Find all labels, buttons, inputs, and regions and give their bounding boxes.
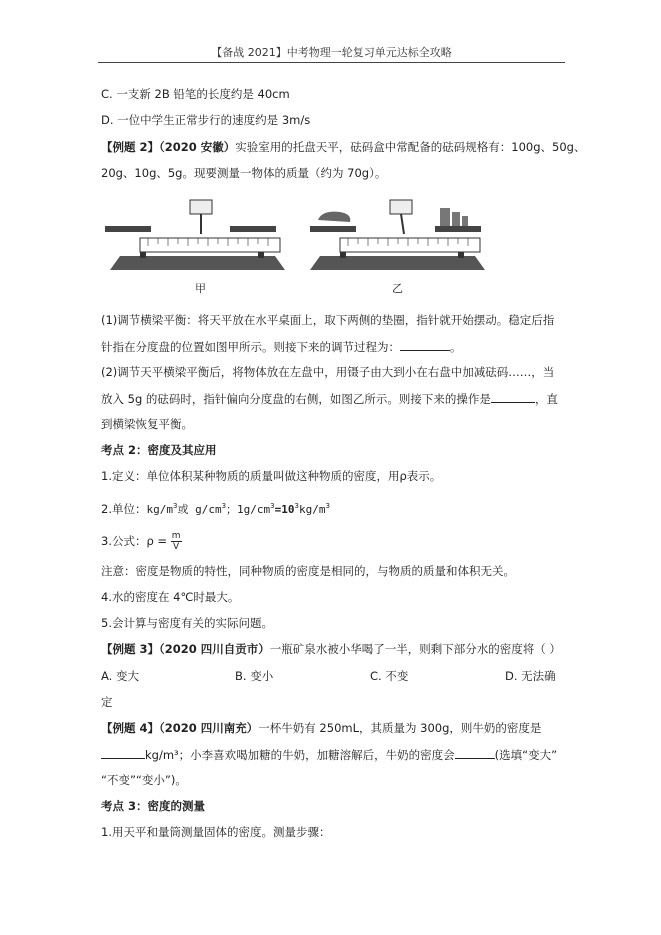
note: 注意：密度是物质的特性，同种物质的密度是相同的，与物质的质量和体积无关。 <box>101 564 515 578</box>
example-2-line-2: 20g、10g、5g。现要测量一物体的质量（约为 70g）。 <box>101 166 387 180</box>
balance-a <box>105 200 285 270</box>
question-1-line-2 <box>101 338 462 355</box>
example-3-line <box>101 641 561 657</box>
formula-line <box>101 530 182 552</box>
section-heading-2: 考点 2：密度及其应用 <box>101 443 217 457</box>
sup-2: 3 <box>221 502 227 510</box>
sup-1: 3 <box>172 502 178 510</box>
definition: 1.定义：单位体积某种物质的质量叫做这种物质的密度，用ρ表示。 <box>101 469 442 483</box>
figure-label-a: 甲 <box>195 282 206 295</box>
choice-d-continued: 定 <box>101 695 113 709</box>
question-1-text: 针指在分度盘的位置如图甲所示。则接下来的调节过程为： <box>101 340 400 354</box>
unit-eq2: =10 <box>274 502 295 516</box>
answer-blank-1[interactable] <box>400 338 450 351</box>
page-header: 【备战 2021】中考物理一轮复习单元达标全攻略 <box>98 44 565 63</box>
example-2-line-1 <box>101 139 585 155</box>
option-c: C. 一支新 2B 铅笔的长度约是 40cm <box>101 87 290 101</box>
unit-line <box>101 498 330 518</box>
example-2-source: （2020 安徽） <box>159 140 236 154</box>
unit-eq: ；1g/cm <box>226 502 271 516</box>
unit-kg: kg/m <box>146 502 173 516</box>
example-3-tag: 【例题 3】 <box>101 642 160 656</box>
formula-den: V <box>173 542 180 552</box>
example-2-tag: 【例题 2】 <box>101 140 160 154</box>
example-2-text: 实验室用的托盘天平，砝码盒中常配备的砝码规格有：100g、50g、 <box>235 140 586 154</box>
choice-a[interactable]: A. 变大 <box>101 669 139 683</box>
unit-label: 2.单位： <box>101 501 147 516</box>
example-4-line-3: “不变”“变小”)。 <box>101 773 187 787</box>
answer-blank-2[interactable] <box>491 390 535 403</box>
sup-4: 3 <box>294 502 299 510</box>
measure-steps: 1.用天平和量筒测量固体的密度。测量步骤： <box>101 825 331 839</box>
question-2-end: ，直 <box>534 392 558 406</box>
balance-figure <box>100 190 490 300</box>
answer-blank-4[interactable] <box>455 746 495 759</box>
example-4-source: （2020 四川南充） <box>159 721 259 735</box>
question-2-text: 放入 5g 的砝码时，指针偏向分度盘的右侧，如图乙所示。则接下来的操作是 <box>101 392 491 406</box>
example-3-text: 一瓶矿泉水被小华喝了一半，则剩下部分水的密度将（ ） <box>269 642 561 656</box>
sup-5: 3 <box>325 502 330 510</box>
question-2-line-1: (2)调节天平横梁平衡后，将物体放在左盘中，用镊子由大到小在右盘中加减砝码……，当 <box>101 365 555 379</box>
water-density: 4.水的密度在 4℃时最大。 <box>101 590 240 604</box>
example-4-end: (选填“变大” <box>494 748 558 762</box>
example-4-line-1 <box>101 720 541 736</box>
balance-b <box>310 200 485 270</box>
example-4-mid: kg/m³；小李喜欢喝加糖的牛奶，加糖溶解后，牛奶的密度会 <box>145 748 455 762</box>
formula-label: 3.公式：ρ = <box>101 534 168 548</box>
question-1-end: 。 <box>450 340 462 354</box>
formula-fraction <box>171 531 182 552</box>
question-2-line-2 <box>101 390 558 407</box>
choice-d[interactable]: D. 无法确 <box>505 669 556 683</box>
unit-end: kg/m <box>298 502 326 516</box>
example-4-line-2 <box>101 746 557 763</box>
example-4-tag: 【例题 4】 <box>101 721 160 735</box>
example-4-text: 一杯牛奶有 250mL，其质量为 300g，则牛奶的密度是 <box>258 721 542 735</box>
calc-note: 5.会计算与密度有关的实际问题。 <box>101 616 273 630</box>
choice-c[interactable]: C. 不变 <box>370 669 409 683</box>
question-1-line-1: (1)调节横梁平衡：将天平放在水平桌面上，取下两侧的垫圈，指针就开始摆动。稳定后指 <box>101 313 555 327</box>
sup-3: 3 <box>270 502 275 510</box>
section-heading-3: 考点 3：密度的测量 <box>101 799 206 813</box>
balance-illustration <box>100 190 490 300</box>
formula-num: m <box>171 531 181 541</box>
option-d: D. 一位中学生正常步行的速度约是 3m/s <box>101 113 311 127</box>
unit-or: 或 g/cm <box>177 502 222 516</box>
figure-label-b: 乙 <box>392 282 403 295</box>
example-3-source: （2020 四川自贡市） <box>159 642 270 656</box>
answer-blank-3[interactable] <box>101 746 145 759</box>
question-2-line-3: 到横梁恢复平衡。 <box>101 417 193 431</box>
choice-b[interactable]: B. 变小 <box>235 669 274 683</box>
